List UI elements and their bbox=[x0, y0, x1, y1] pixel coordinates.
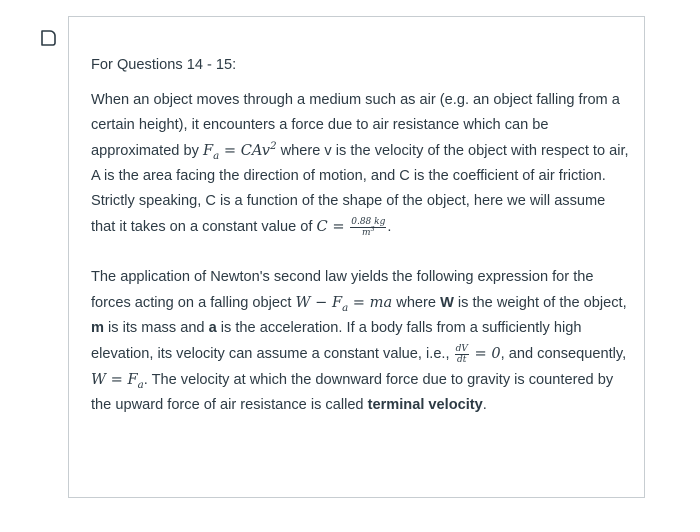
fraction-kg-per-m3: $\frac{0.88 kg}{m^3}$ bbox=[351, 216, 386, 238]
question-heading: For Questions 14 - 15: bbox=[91, 57, 237, 73]
equation-drag-force: $F_a = CAv^2$ bbox=[202, 141, 277, 162]
equation-zero-acceleration: = 0 bbox=[469, 345, 501, 362]
fraction-dv-dt: $\frac{dV}{dt}$ bbox=[455, 343, 468, 365]
equation-force-balance: $W = F_a$ bbox=[91, 371, 144, 391]
equation-net-force: $W - F_a$ = ma bbox=[295, 294, 393, 314]
document-icon[interactable] bbox=[39, 29, 57, 47]
paragraph-air-resistance: When an object moves through a medium such as air (e.g. an object falling from a certain height), it encounters a force due to air resistance which can be approximated by $F_a = CAv^2$ where v is the velocity of the object with respect to air, A is the area facing the direction of motion, and C is the coefficient of air friction. Strictly speaking, C is a function of the shape of the object, here we will assume that it takes on a constant value of C = $\frac{0.88 kg}{m^3}$ . bbox=[91, 92, 629, 238]
question-content bbox=[91, 53, 631, 418]
paragraph-newton-second-law: The application of Newton's second law yields the following expression for the forces acting on a falling object $W - F_a$ = ma where W is the weight of the object, m is its mass and a is the acceleration. If a body falls from a sufficiently high elevation, its velocity can assume a constant value, i.e., $\frac{dV}{dt}$ = 0, and consequently, $W = F_a$. The velocity at which the downward force due to gravity is countered by the upward force of air resistance is called terminal velocity. bbox=[91, 269, 627, 413]
term-terminal-velocity: terminal velocity bbox=[367, 397, 483, 413]
equation-friction-coefficient: C = bbox=[316, 218, 350, 235]
question-card bbox=[68, 16, 645, 498]
